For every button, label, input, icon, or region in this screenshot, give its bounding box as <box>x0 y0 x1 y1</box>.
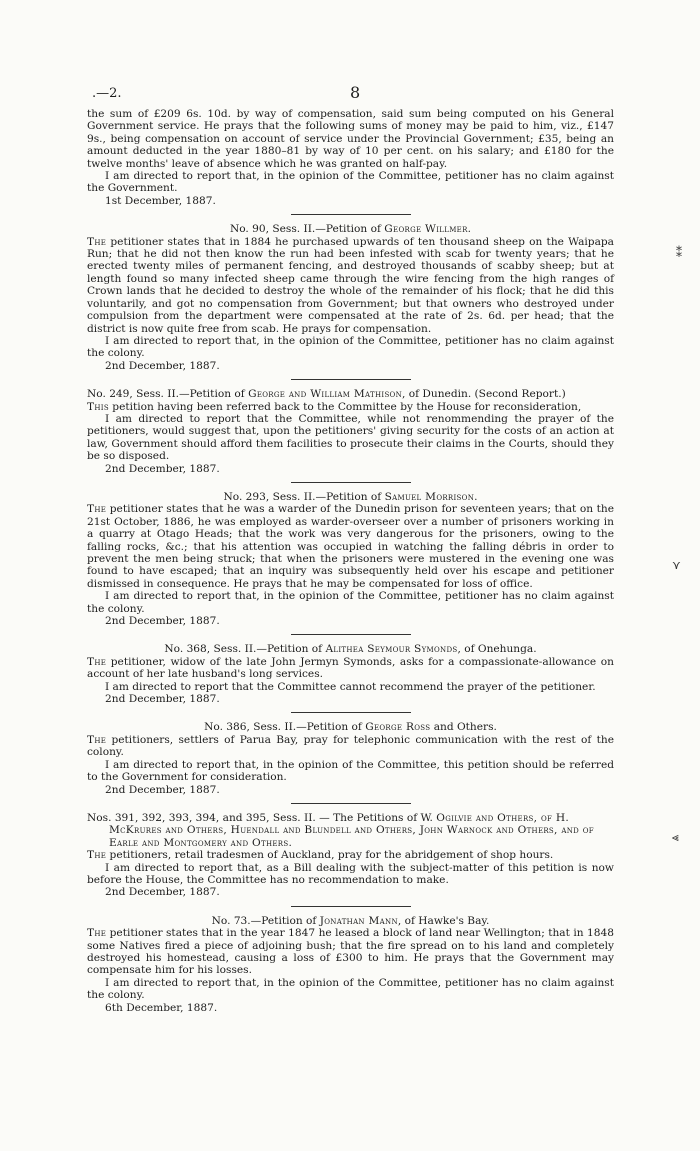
report-date: 2nd December, 1887. <box>105 462 220 475</box>
section-divider <box>291 712 411 713</box>
petition-section <box>87 643 614 705</box>
petition-body: The petitioner states that in the year 1847 he leased a block of land near Wellington; that in 1848 some Natives fired a piece of adjoining bush; that the fire spread on to his land and completely destroyed his homestead, causing a loss of £300 to him. He prays that the Government may compensate him for his losses. <box>87 927 614 977</box>
report-date: 2nd December, 1887. <box>105 783 220 796</box>
committee-report: I am directed to report that, in the opinion of the Committee, petitioner has no claim against the Government. <box>87 170 614 195</box>
committee-report: I am directed to report that, in the opinion of the Committee, petitioner has no claim against the colony. <box>87 976 614 1002</box>
committee-report: I am directed to report that the Committee, while not renommending the prayer of the petitioners, would suggest that, upon the petitioners' giving security for the costs of an action at law, Government should afford them facilities to prosecute their claims in the Courts, should they be so disposed. <box>87 412 614 463</box>
petition-body: The petitioners, retail tradesmen of Auckland, pray for the abridgement of shop hours. <box>87 849 554 862</box>
report-date: 2nd December, 1887. <box>105 693 220 706</box>
petition-section <box>87 721 614 795</box>
intro-paragraph: the sum of £209 6s. 10d. by way of compensation, said sum being computed on his General Government service. He prays that the following sums of money may be paid to him, viz., £147 9s., being compensation on account of service under the Provincial Government; £35, being an amount deducted in the year 1880–81 by way of 10 per cent. on his salary; and £180 for the twelve months' leave of absence which he was granted on half-pay. <box>87 108 614 170</box>
header-reference: .—2. <box>92 86 122 101</box>
committee-report: I am directed to report that, in the opinion of the Committee, petitioner has no claim against the colony. <box>87 590 614 615</box>
petition-title: No. 293, Sess. II.—Petition of Samuel Morrison. <box>223 490 478 503</box>
report-date: 2nd December, 1887. <box>105 359 220 372</box>
petition-title: No. 249, Sess. II.—Petition of George and William Mathison, of Dunedin. (Second Report.) <box>87 388 566 401</box>
petition-title: No. 73.—Petition of Jonathan Mann, of Hawke's Bay. <box>211 914 490 927</box>
document-body <box>87 108 614 1014</box>
report-date: 2nd December, 1887. <box>105 615 220 628</box>
committee-report: I am directed to report that the Committee cannot recommend the prayer of the petitioner. <box>105 680 596 693</box>
intro-section <box>87 108 614 207</box>
committee-report: I am directed to report that, in the opinion of the Committee, petitioner has no claim against the colony. <box>87 334 614 360</box>
petition-title: No. 90, Sess. II.—Petition of George Willmer. <box>229 223 472 236</box>
page-number: 8 <box>350 83 361 102</box>
report-date: 6th December, 1887. <box>105 1001 218 1014</box>
petition-section <box>87 491 614 627</box>
section-divider <box>291 214 411 215</box>
section-divider <box>291 634 411 635</box>
petition-section <box>87 812 614 899</box>
report-date: 2nd December, 1887. <box>105 886 220 899</box>
petition-body: The petitioners, settlers of Parua Bay, pray for telephonic communication with the rest of the colony. <box>87 733 614 759</box>
section-divider <box>291 482 411 483</box>
section-divider <box>291 379 411 380</box>
page-header <box>0 83 700 106</box>
report-date: 1st December, 1887. <box>105 194 216 207</box>
petition-body: The petitioner states that he was a warder of the Dunedin prison for seventeen years; that on the 21st October, 1886, he was employed as warder-overseer over a number of prisoners working in a quarry at Otago Heads; that the work was very dangerous for the prisoners, owing to the falling rocks, &c.; that his attention was occupied in watching the falling débris in order to prevent the men being struck; that when the prisoners were mustered in the evening one was found to have escaped; that an inquiry was subsequently held over his escape and petitioner dismissed in consequence. He prays that he may be compensated for loss of office. <box>87 503 614 590</box>
margin-mark-icon: ⪡ <box>672 830 679 844</box>
petition-section <box>87 223 614 372</box>
section-divider <box>291 906 411 907</box>
petition-section <box>87 388 614 475</box>
petition-title: No. 368, Sess. II.—Petition of Alithea Seymour Symonds, of Onehunga. <box>164 643 537 656</box>
section-divider <box>291 803 411 804</box>
petition-body: The petitioner states that in 1884 he purchased upwards of ten thousand sheep on the Waipapa Run; that he did not then know the run had been infested with scab for twenty years; that he erected twenty miles of permanent fencing, and destroyed thousands of scabby sheep; but at length found so many infected sheep came through the wire fencing from the high ranges of Crown lands that he decided to destroy the whole of the remainder of his flock; that he did this voluntarily, and got no compensation from Government; but that owners who destroyed under compulsion from the department were compensated at the rate of 2s. 6d. per head; that the district is now quite free from scab. He prays for compensation. <box>87 235 614 335</box>
petition-body: This petition having been referred back to the Committee by the House for reconsideration, <box>87 400 582 413</box>
margin-mark-icon: ⋎ <box>672 558 681 572</box>
petition-title: No. 386, Sess. II.—Petition of George Ross and Others. <box>204 721 497 734</box>
margin-mark-icon: ⁑ <box>676 246 682 260</box>
committee-report: I am directed to report that, as a Bill dealing with the subject-matter of this petition is now before the House, the Committee has no recommendation to make. <box>87 861 614 886</box>
committee-report: I am directed to report that, in the opinion of the Committee, this petition should be referred to the Government for consideration. <box>87 758 614 784</box>
petition-body: The petitioner, widow of the late John Jermyn Symonds, asks for a compassionate-allowance on account of her late husband's long services. <box>87 655 614 681</box>
petition-title: Nos. 391, 392, 393, 394, and 395, Sess. II. — The Petitions of W. Ogilvie and Others, of H. McKrures and Others, Huendall and Blundell and Others, John Warnock and Others, and of Earle and Montgomery and Others. <box>87 811 594 849</box>
petition-section <box>87 915 614 1014</box>
